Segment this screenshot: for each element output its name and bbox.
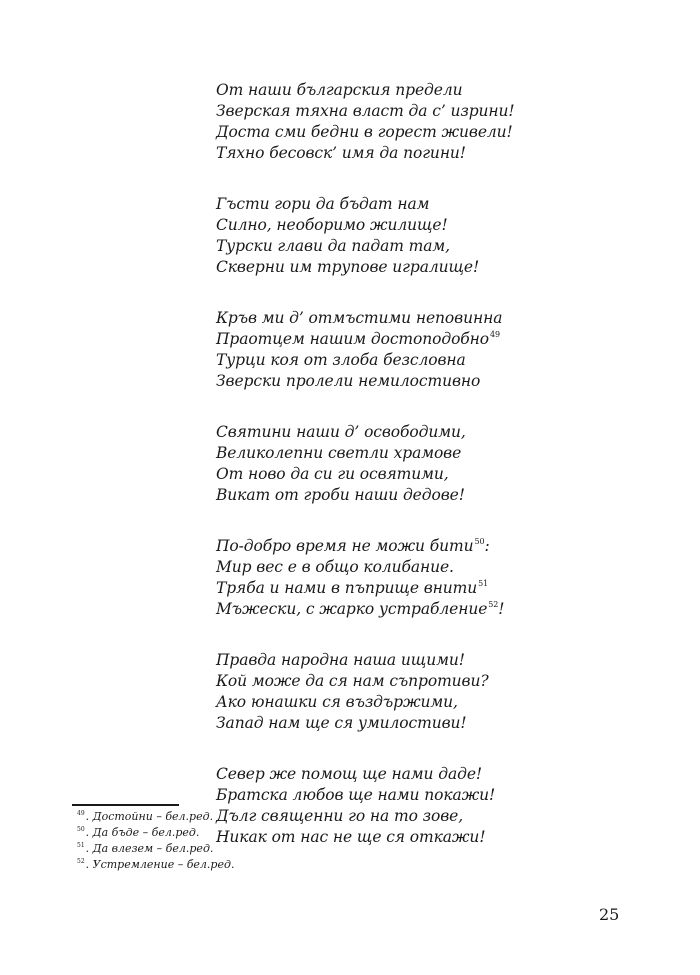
footnote-number: 49	[77, 810, 85, 817]
poem-line-text: Праотцем нашим достоподобно	[216, 330, 490, 348]
poem-line-text: Великолепни светли храмове	[216, 444, 462, 462]
poem-line	[216, 764, 516, 785]
poem-line	[216, 785, 516, 806]
poem-line-text: Тряба и нами в пъприще внити	[216, 579, 478, 597]
poem-line	[216, 101, 516, 122]
poem-line	[216, 350, 516, 371]
poem-line-text: Север же помощ ще нами даде!	[216, 765, 483, 783]
poem-line-text: Правда народна наша ищими!	[216, 651, 465, 669]
poem-line	[216, 464, 516, 485]
poem-line-text: Братска любов ще нами покажи!	[216, 786, 496, 804]
stanza	[216, 80, 516, 164]
footnote-text: . Да влезем – бел.ред.	[85, 842, 214, 855]
poem-line	[216, 122, 516, 143]
footnote-reference: 52	[488, 600, 499, 609]
poem-line	[216, 650, 516, 671]
footnote	[77, 857, 234, 873]
footnote-reference: 50	[474, 537, 485, 546]
poem-line-text: Зверски пролели немилостивно	[216, 372, 481, 390]
poem-line-text: Доста сми бедни в горест живели!	[216, 123, 513, 141]
footnote	[77, 841, 234, 857]
footnote-text: . Да бъде – бел.ред.	[85, 826, 200, 839]
poem-line	[216, 215, 516, 236]
poem-line-text: Силно, необоримо жилище!	[216, 216, 448, 234]
poem-line	[216, 80, 516, 101]
poem-line	[216, 557, 516, 578]
poem-line-text: Мъжески, с жарко устрабление	[216, 600, 488, 618]
footnote	[77, 809, 234, 825]
poem-line	[216, 308, 516, 329]
poem-line-text: От ново да си ги освятими,	[216, 465, 449, 483]
poem-line	[216, 599, 516, 620]
poem-line-text: Тяхно бесовск’ имя да погини!	[216, 144, 466, 162]
poem	[216, 80, 516, 878]
poem-line-text: Никак от нас не ще ся откажи!	[216, 828, 486, 846]
poem-line	[216, 806, 516, 827]
stanza	[216, 422, 516, 506]
footnote-number: 52	[77, 858, 85, 865]
poem-line	[216, 422, 516, 443]
poem-line-text: По-добро время не можи бити	[216, 537, 474, 555]
poem-line-text: Кръв ми д’ отмъстими неповинна	[216, 309, 503, 327]
footnote-number: 50	[77, 826, 85, 833]
poem-line	[216, 236, 516, 257]
poem-line-text: Святини наши д’ освободими,	[216, 423, 466, 441]
poem-line	[216, 329, 516, 350]
poem-line-text: Ако юнашки ся въздържими,	[216, 693, 458, 711]
line-punctuation: !	[498, 600, 505, 618]
footnote-separator	[72, 804, 179, 806]
poem-line-text: От наши българския предели	[216, 81, 463, 99]
poem-line	[216, 194, 516, 215]
poem-line-text: Дълг священни го на то зове,	[216, 807, 464, 825]
poem-line-text: Викат от гроби наши дедове!	[216, 486, 465, 504]
footnote-reference: 49	[490, 330, 500, 339]
poem-line	[216, 371, 516, 392]
poem-line-text: Запад нам ще ся умилостиви!	[216, 714, 467, 732]
poem-line	[216, 485, 516, 506]
stanza	[216, 536, 516, 620]
poem-line	[216, 578, 516, 599]
poem-line-text: Кой може да ся нам съпротиви?	[216, 672, 489, 690]
poem-line	[216, 257, 516, 278]
poem-line-text: Зверская тяхна власт да с’ изрини!	[216, 102, 515, 120]
poem-line-text: Турски глави да падат там,	[216, 237, 450, 255]
stanza	[216, 194, 516, 278]
page-number: 25	[599, 905, 620, 924]
poem-line	[216, 536, 516, 557]
poem-line	[216, 827, 516, 848]
footnote-reference: 51	[478, 579, 489, 588]
footnote	[77, 825, 234, 841]
poem-line	[216, 143, 516, 164]
poem-line	[216, 713, 516, 734]
poem-line-text: Гъсти гори да бъдат нам	[216, 195, 430, 213]
poem-line	[216, 692, 516, 713]
poem-line	[216, 443, 516, 464]
poem-line-text: Мир вес е в общо колибание.	[216, 558, 454, 576]
stanza	[216, 308, 516, 392]
stanza	[216, 764, 516, 848]
poem-line-text: Скверни им трупове игралище!	[216, 258, 480, 276]
stanza	[216, 650, 516, 734]
poem-line	[216, 671, 516, 692]
poem-line-text: Турци коя от злоба безсловна	[216, 351, 466, 369]
line-punctuation: :	[484, 537, 490, 555]
footnote-number: 51	[77, 842, 85, 849]
footnotes	[77, 809, 234, 873]
footnote-text: . Устремление – бел.ред.	[85, 858, 235, 871]
footnote-text: . Достойни – бел.ред.	[85, 810, 214, 823]
